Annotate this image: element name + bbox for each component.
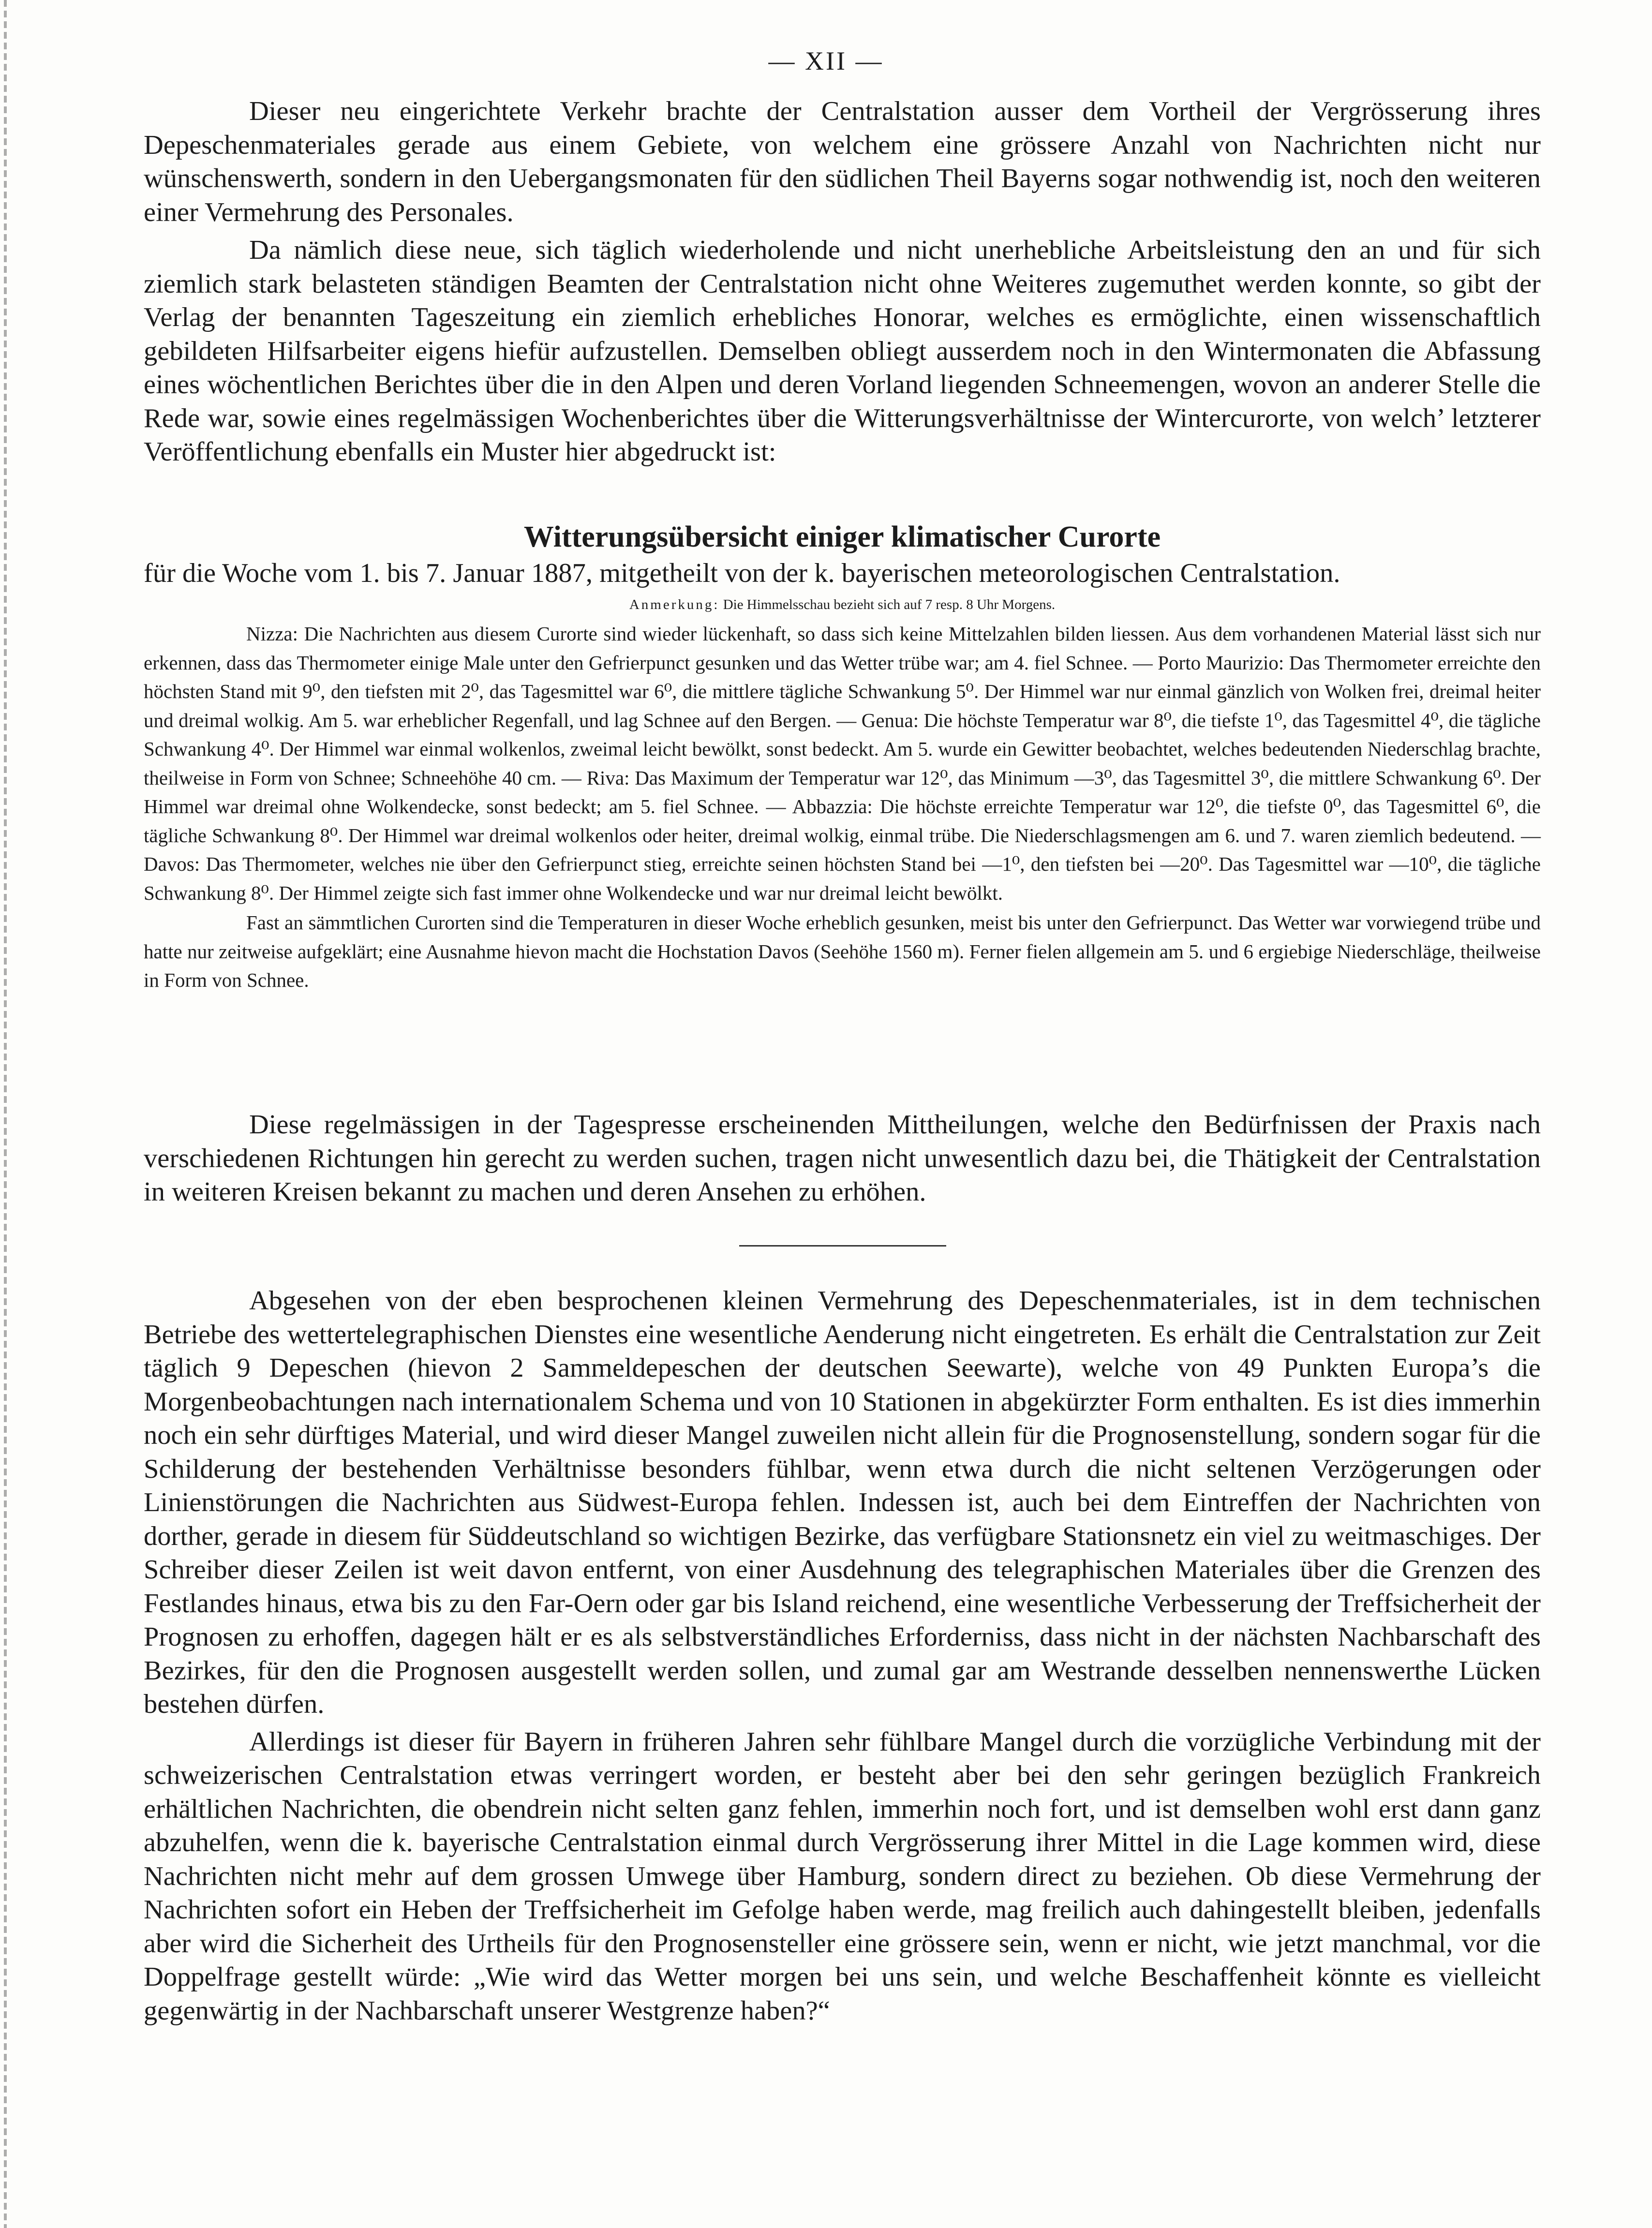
report-entries-paragraph-1: Nizza: Die Nachrichten aus diesem Curorte sind wieder lückenhaft, so dass sich keine Mittelzahlen bilden liessen. Aus dem vorhandenen Material lässt sich nur erkennen, dass das Thermometer einige Male unter den Gefrierpunct gesunken und das Wetter trübe war; am 4. fiel Schnee. — Porto Maurizio: Das Thermometer erreichte den höchsten Stand mit 9⁰, den tiefsten mit 2⁰, das Tagesmittel war 6⁰, die mittlere tägliche Schwankung 5⁰. Der Himmel war nur einmal gänzlich von Wolken frei, dreimal heiter und dreimal wolkig. Am 5. war erheblicher Regenfall, und lag Schnee auf den Bergen. — Genua: Die höchste Temperatur war 8⁰, die tiefste 1⁰, das Tagesmittel 4⁰, die tägliche Schwankung 4⁰. Der Himmel war einmal wolkenlos, zweimal leicht bewölkt, sonst bedeckt. Am 5. wurde ein Gewitter beobachtet, welches bedeutenden Niederschlag brachte, theilweise in Form von Schnee; Schneehöhe 40 cm. — Riva: Das Maximum der Temperatur war 12⁰, das Minimum —3⁰, das Tagesmittel 3⁰, die mittlere Schwankung 6⁰. Der Himmel war dreimal ohne Wolkendecke, sonst bedeckt; am 5. fiel Schnee. — Abbazzia: Die höchste erreichte Temperatur war 12⁰, die tiefste 0⁰, das Tagesmittel 6⁰, die tägliche Schwankung 8⁰. Der Himmel war dreimal wolkenlos oder heiter, dreimal wolkig, einmal trübe. Die Niederschlagsmengen am 6. und 7. waren ziemlich bedeutend. — Davos: Das Thermometer, welches nie über den Gefrierpunct stieg, erreichte seinen höchsten Stand bei —1⁰, den tiefsten bei —20⁰. Das Tagesmittel war —10⁰, die tägliche Schwankung 8⁰. Der Himmel zeigte sich fast immer ohne Wolkendecke und war nur dreimal leicht bewölkt. xyxy=(144,623,1541,904)
after-report-block xyxy=(144,1108,1541,1209)
section2-paragraph-1: Abgesehen von der eben besprochenen kleinen Vermehrung des Depeschenmateriales, ist in dem technischen Betriebe des wettertelegraphischen Dienstes eine wesentliche Aenderung nicht eingetreten. Es erhält die Centralstation zur Zeit täglich 9 Depeschen (hievon 2 Sammeldepeschen der deutschen Seewarte), welche von 49 Punkten Europa’s die Morgenbeobachtungen nach internationalem Schema und von 10 Stationen in abgekürzter Form enthalten. Es ist dies immerhin noch ein sehr dürftiges Material, und wird dieser Mangel zuweilen nicht allein für die Prognosenstellung, sondern sogar für die Schilderung der bestehenden Verhältnisse besonders fühlbar, wenn etwa durch die nicht seltenen Verzögerungen oder Linienstörungen die Nachrichten aus Südwest-Europa fehlen. Indessen ist, auch bei dem Eintreffen der Nachrichten von dorther, gerade in diesem für Süddeutschland so wichtigen Bezirke, das verfügbare Stationsnetz ein viel zu weitmaschiges. Der Schreiber dieser Zeilen ist weit davon entfernt, von einer Ausdehnung des telegraphischen Materiales über die Grenzen des Festlandes hinaus, etwa bis zu den Far-Oern oder gar bis Island reichend, eine wesentliche Verbesserung der Treffsicherheit der Prognosen zu erhoffen, dagegen hält er es als selbstverständliches Erforderniss, dass nicht in der nächsten Nachbarschaft des Bezirkes, für den die Prognosen ausgestellt werden sollen, und zumal gar am Westrande desselben nennenswerthe Lücken bestehen dürfen. xyxy=(144,1286,1541,1719)
report-entries xyxy=(144,620,1541,995)
report-note-text: Die Himmelsschau bezieht sich auf 7 resp. 8 Uhr Morgens. xyxy=(723,597,1056,612)
report-subtitle: für die Woche vom 1. bis 7. Januar 1887, mitgetheilt von der k. bayerischen meteorologischen Centralstation. xyxy=(144,558,1340,588)
intro-block xyxy=(144,95,1541,469)
section-divider xyxy=(739,1245,946,1247)
section2-block xyxy=(144,1284,1541,2028)
scan-edge-line xyxy=(4,0,7,2228)
report-note-label: Anmerkung: xyxy=(629,597,720,612)
after-report-paragraph: Diese regelmässigen in der Tagespresse erscheinenden Mittheilungen, welche den Bedürfnissen der Praxis nach verschiedenen Richtungen hin gerecht zu werden suchen, tragen nicht unwesentlich dazu bei, die Thätigkeit der Centralstation in weiteren Kreisen bekannt zu machen und deren Ansehen zu erhöhen. xyxy=(144,1110,1541,1207)
report-title: Witterungsübersicht einiger klimatischer Curorte xyxy=(523,520,1161,553)
page-number: — XII — xyxy=(768,46,884,75)
section2-paragraph-2: Allerdings ist dieser für Bayern in früheren Jahren sehr fühlbare Mangel durch die vorzügliche Verbindung mit der schweizerischen Centralstation etwas verringert worden, er besteht aber bei den sehr geringen bezüglich Frankreich erhältlichen Nachrichten, die obendrein nicht selten ganz fehlen, immerhin noch fort, und ist demselben wohl erst dann ganz abzuhelfen, wenn die k. bayerische Centralstation einmal durch Vergrösserung ihrer Mittel in die Lage kommen wird, diese Nachrichten nicht mehr auf dem grossen Umwege über Hamburg, sondern direct zu beziehen. Ob diese Vermehrung der Nachrichten sofort ein Heben der Treffsicherheit im Gefolge haben werde, mag freilich auch dahingestellt bleiben, jedenfalls aber wird die Sicherheit des Urtheils für den Prognosensteller eine grössere sein, wenn er nicht, wie jetzt manchmal, vor die Doppelfrage gestellt würde: „Wie wird das Wetter morgen bei uns sein, und welche Beschaffenheit könnte es vielleicht gegenwärtig in der Nachbarschaft unserer Westgrenze haben?“ xyxy=(144,1726,1541,2026)
report-entries-paragraph-2: Fast an sämmtlichen Curorten sind die Temperaturen in dieser Woche erheblich gesunken, meist bis unter den Gefrierpunct. Das Wetter war vorwiegend trübe und hatte nur zeitweise aufgeklärt; eine Ausnahme hievon macht die Hochstation Davos (Seehöhe 1560 m). Ferner fielen allgemein am 5. und 6 ergiebige Niederschläge, theilweise in Form von Schnee. xyxy=(144,911,1541,991)
intro-paragraph-1: Dieser neu eingerichtete Verkehr brachte der Centralstation ausser dem Vortheil der Vergrösserung ihres Depeschenmateriales gerade aus einem Gebiete, von welchem eine grössere Anzahl von Nachrichten nicht nur wünschenswerth, sondern in den Uebergangsmonaten für den südlichen Theil Bayerns sogar nothwendig ist, noch den weiteren einer Vermehrung des Personales. xyxy=(144,96,1541,227)
intro-paragraph-2: Da nämlich diese neue, sich täglich wiederholende und nicht unerhebliche Arbeitsleistung den an und für sich ziemlich stark belasteten ständigen Beamten der Centralstation nicht ohne Weiteres zugemuthet werden konnte, so gibt der Verlag der benannten Tageszeitung ein ziemlich erhebliches Honorar, welches es ermöglichte, einen wissenschaftlich gebildeten Hilfsarbeiter eigens hiefür aufzustellen. Demselben obliegt ausserdem noch in den Wintermonaten die Abfassung eines wöchentlichen Berichtes über die in den Alpen und deren Vorland liegenden Schneemengen, wovon an anderer Stelle die Rede war, sowie eines regelmässigen Wochenberichtes über die Witterungsverhältnisse der Wintercurorte, von welch’ letzterer Veröffentlichung ebenfalls ein Muster hier abgedruckt ist: xyxy=(144,235,1541,467)
report-note xyxy=(144,597,1541,613)
